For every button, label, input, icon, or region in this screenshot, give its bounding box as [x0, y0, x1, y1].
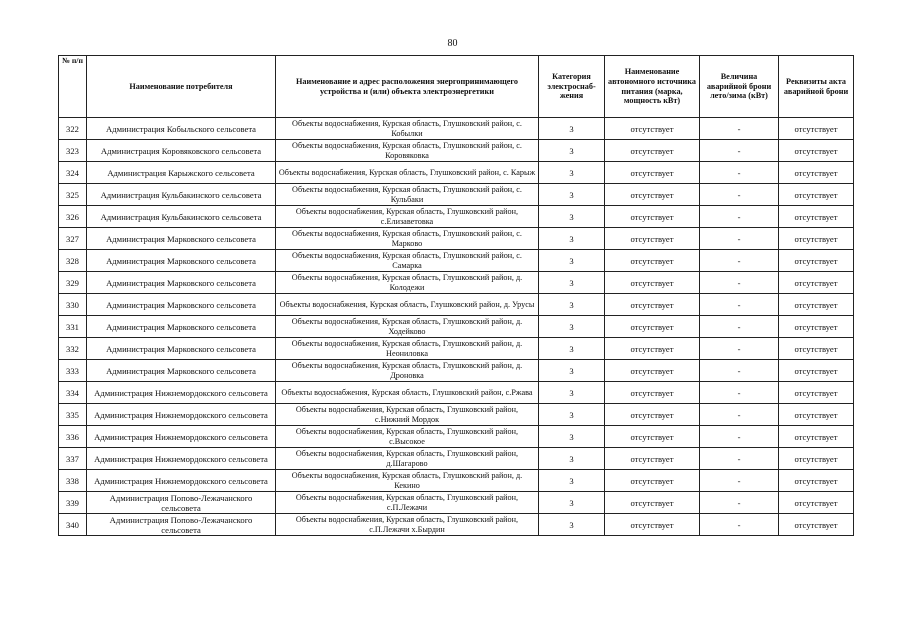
cell-source: отсутствует	[605, 294, 700, 316]
table-row	[59, 492, 854, 514]
cell-reserve: -	[700, 404, 779, 426]
page-number: 80	[447, 38, 458, 49]
table-row	[59, 272, 854, 294]
cell-source: отсутствует	[605, 492, 700, 514]
cell-num: 322	[59, 118, 87, 140]
header-category: Категория электроснаб-жения	[539, 56, 605, 118]
cell-consumer: Администрация Кульбакинского сельсовета	[87, 206, 276, 228]
cell-source: отсутствует	[605, 382, 700, 404]
consumers-table	[58, 55, 854, 536]
cell-reserve: -	[700, 338, 779, 360]
cell-reserve: -	[700, 206, 779, 228]
cell-reserve: -	[700, 514, 779, 536]
cell-requisites: отсутствует	[779, 316, 854, 338]
cell-object: Объекты водоснабжения, Курская область, Глушковский район, с.П.Лежачи	[276, 492, 539, 514]
cell-consumer: Администрация Карыжского сельсовета	[87, 162, 276, 184]
cell-source: отсутствует	[605, 360, 700, 382]
cell-num: 324	[59, 162, 87, 184]
cell-num: 332	[59, 338, 87, 360]
cell-category: 3	[539, 426, 605, 448]
cell-object: Объекты водоснабжения, Курская область, Глушковский район, с.П.Лежачи х.Бырдин	[276, 514, 539, 536]
table-row	[59, 118, 854, 140]
table-body	[59, 118, 854, 536]
cell-requisites: отсутствует	[779, 514, 854, 536]
cell-requisites: отсутствует	[779, 492, 854, 514]
cell-num: 338	[59, 470, 87, 492]
cell-reserve: -	[700, 140, 779, 162]
header-consumer: Наименование потребителя	[87, 56, 276, 118]
table-row	[59, 404, 854, 426]
table-row	[59, 426, 854, 448]
cell-requisites: отсутствует	[779, 118, 854, 140]
table-row	[59, 140, 854, 162]
cell-source: отсутствует	[605, 338, 700, 360]
cell-source: отсутствует	[605, 470, 700, 492]
header-row	[59, 56, 854, 118]
cell-consumer: Администрация Нижнемордокского сельсовета	[87, 426, 276, 448]
table-row	[59, 162, 854, 184]
cell-category: 3	[539, 360, 605, 382]
cell-object: Объекты водоснабжения, Курская область, Глушковский район, с. Коровяковка	[276, 140, 539, 162]
cell-reserve: -	[700, 360, 779, 382]
cell-consumer: Администрация Марковского сельсовета	[87, 228, 276, 250]
cell-requisites: отсутствует	[779, 140, 854, 162]
cell-category: 3	[539, 272, 605, 294]
cell-reserve: -	[700, 162, 779, 184]
cell-object: Объекты водоснабжения, Курская область, Глушковский район, д. Кекино	[276, 470, 539, 492]
cell-object: Объекты водоснабжения, Курская область, Глушковский район, с. Карыж	[276, 162, 539, 184]
cell-consumer: Администрация Марковского сельсовета	[87, 360, 276, 382]
cell-reserve: -	[700, 118, 779, 140]
cell-consumer: Администрация Кульбакинского сельсовета	[87, 184, 276, 206]
cell-consumer: Администрация Марковского сельсовета	[87, 250, 276, 272]
header-num: № п/п	[59, 56, 87, 118]
cell-source: отсутствует	[605, 316, 700, 338]
cell-category: 3	[539, 492, 605, 514]
table-row	[59, 250, 854, 272]
cell-reserve: -	[700, 228, 779, 250]
header-requisites: Реквизиты акта аварийной брони	[779, 56, 854, 118]
cell-category: 3	[539, 448, 605, 470]
table-row	[59, 316, 854, 338]
cell-num: 330	[59, 294, 87, 316]
cell-num: 329	[59, 272, 87, 294]
cell-consumer: Администрация Марковского сельсовета	[87, 272, 276, 294]
cell-category: 3	[539, 206, 605, 228]
cell-object: Объекты водоснабжения, Курская область, Глушковский район, д. Неониловка	[276, 338, 539, 360]
cell-requisites: отсутствует	[779, 426, 854, 448]
cell-source: отсутствует	[605, 118, 700, 140]
cell-reserve: -	[700, 184, 779, 206]
table-row	[59, 360, 854, 382]
cell-consumer: Администрация Нижнемордокского сельсовета	[87, 448, 276, 470]
cell-consumer: Администрация Марковского сельсовета	[87, 294, 276, 316]
cell-category: 3	[539, 250, 605, 272]
cell-consumer: Администрация Марковского сельсовета	[87, 316, 276, 338]
cell-consumer: Администрация Коровяковского сельсовета	[87, 140, 276, 162]
cell-category: 3	[539, 316, 605, 338]
cell-object: Объекты водоснабжения, Курская область, Глушковский район, с.Высокое	[276, 426, 539, 448]
cell-category: 3	[539, 184, 605, 206]
cell-requisites: отсутствует	[779, 448, 854, 470]
header-source: Наименование автономного источника питания (марка, мощность кВт)	[605, 56, 700, 118]
cell-num: 333	[59, 360, 87, 382]
cell-source: отсутствует	[605, 272, 700, 294]
cell-category: 3	[539, 162, 605, 184]
cell-object: Объекты водоснабжения, Курская область, Глушковский район, д. Колодежи	[276, 272, 539, 294]
cell-source: отсутствует	[605, 250, 700, 272]
cell-requisites: отсутствует	[779, 294, 854, 316]
table-row	[59, 382, 854, 404]
cell-object: Объекты водоснабжения, Курская область, Глушковский район, с. Кульбаки	[276, 184, 539, 206]
cell-category: 3	[539, 404, 605, 426]
cell-category: 3	[539, 338, 605, 360]
cell-object: Объекты водоснабжения, Курская область, Глушковский район, с. Марково	[276, 228, 539, 250]
cell-category: 3	[539, 140, 605, 162]
cell-reserve: -	[700, 272, 779, 294]
cell-source: отсутствует	[605, 514, 700, 536]
cell-source: отсутствует	[605, 140, 700, 162]
cell-requisites: отсутствует	[779, 338, 854, 360]
cell-category: 3	[539, 118, 605, 140]
cell-requisites: отсутствует	[779, 184, 854, 206]
cell-consumer: Администрация Нижнемордокского сельсовета	[87, 404, 276, 426]
cell-requisites: отсутствует	[779, 250, 854, 272]
cell-source: отсутствует	[605, 162, 700, 184]
table-row	[59, 338, 854, 360]
cell-requisites: отсутствует	[779, 404, 854, 426]
cell-num: 337	[59, 448, 87, 470]
table-row	[59, 514, 854, 536]
cell-num: 340	[59, 514, 87, 536]
cell-requisites: отсутствует	[779, 360, 854, 382]
cell-object: Объекты водоснабжения, Курская область, Глушковский район, с.Ржава	[276, 382, 539, 404]
cell-consumer: Администрация Нижнемордокского сельсовета	[87, 382, 276, 404]
cell-num: 336	[59, 426, 87, 448]
cell-object: Объекты водоснабжения, Курская область, Глушковский район, с. Кобылки	[276, 118, 539, 140]
cell-consumer: Администрация Кобыльского сельсовета	[87, 118, 276, 140]
cell-object: Объекты водоснабжения, Курская область, Глушковский район, д. Урусы	[276, 294, 539, 316]
cell-source: отсутствует	[605, 426, 700, 448]
cell-num: 331	[59, 316, 87, 338]
header-object: Наименование и адрес расположения энергопринимающего устройства и (или) объекта электроэнергетики	[276, 56, 539, 118]
cell-object: Объекты водоснабжения, Курская область, Глушковский район, д. Дроновка	[276, 360, 539, 382]
cell-num: 339	[59, 492, 87, 514]
cell-num: 326	[59, 206, 87, 228]
table-row	[59, 448, 854, 470]
cell-reserve: -	[700, 382, 779, 404]
cell-reserve: -	[700, 294, 779, 316]
cell-requisites: отсутствует	[779, 206, 854, 228]
cell-object: Объекты водоснабжения, Курская область, Глушковский район, д.Шагарово	[276, 448, 539, 470]
cell-consumer: Администрация Нижнемордокского сельсовета	[87, 470, 276, 492]
cell-reserve: -	[700, 250, 779, 272]
cell-num: 335	[59, 404, 87, 426]
cell-reserve: -	[700, 316, 779, 338]
cell-num: 327	[59, 228, 87, 250]
cell-category: 3	[539, 514, 605, 536]
cell-source: отсутствует	[605, 404, 700, 426]
cell-num: 325	[59, 184, 87, 206]
cell-source: отсутствует	[605, 448, 700, 470]
cell-requisites: отсутствует	[779, 382, 854, 404]
table-row	[59, 184, 854, 206]
cell-reserve: -	[700, 426, 779, 448]
cell-reserve: -	[700, 492, 779, 514]
cell-requisites: отсутствует	[779, 272, 854, 294]
cell-category: 3	[539, 294, 605, 316]
table-row	[59, 470, 854, 492]
cell-source: отсутствует	[605, 228, 700, 250]
table-row	[59, 228, 854, 250]
cell-consumer: Администрация Попово-Лежачанского сельсовета	[87, 492, 276, 514]
table-row	[59, 294, 854, 316]
cell-consumer: Администрация Марковского сельсовета	[87, 338, 276, 360]
cell-num: 323	[59, 140, 87, 162]
cell-source: отсутствует	[605, 184, 700, 206]
table-row	[59, 206, 854, 228]
cell-reserve: -	[700, 470, 779, 492]
header-reserve: Величина аварийной брони лето/зима (кВт)	[700, 56, 779, 118]
cell-reserve: -	[700, 448, 779, 470]
cell-consumer: Администрация Попово-Лежачанского сельсовета	[87, 514, 276, 536]
cell-requisites: отсутствует	[779, 162, 854, 184]
cell-requisites: отсутствует	[779, 228, 854, 250]
cell-category: 3	[539, 470, 605, 492]
cell-num: 334	[59, 382, 87, 404]
cell-object: Объекты водоснабжения, Курская область, Глушковский район, с.Нижний Мордок	[276, 404, 539, 426]
cell-source: отсутствует	[605, 206, 700, 228]
cell-requisites: отсутствует	[779, 470, 854, 492]
cell-object: Объекты водоснабжения, Курская область, Глушковский район, с. Самарка	[276, 250, 539, 272]
cell-object: Объекты водоснабжения, Курская область, Глушковский район, д. Ходейково	[276, 316, 539, 338]
cell-object: Объекты водоснабжения, Курская область, Глушковский район, с.Елизаветовка	[276, 206, 539, 228]
cell-num: 328	[59, 250, 87, 272]
cell-category: 3	[539, 228, 605, 250]
cell-category: 3	[539, 382, 605, 404]
